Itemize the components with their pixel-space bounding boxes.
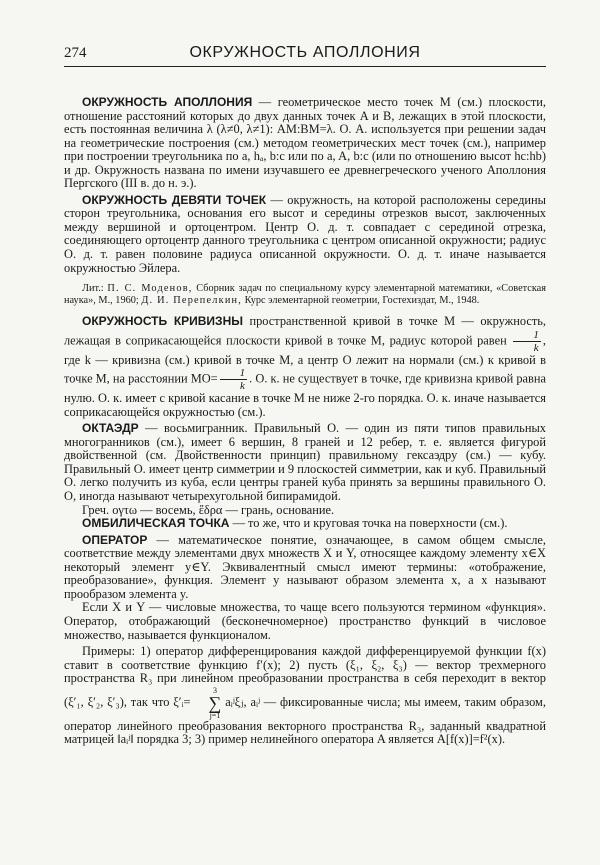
etymology-note: Греч. ογτω — восемь, ἕδρα — грань, основание. xyxy=(82,502,335,517)
operator-examples xyxy=(64,645,546,747)
entry-text: . О. к. не существует в точке, где кривизна кривой равна нулю. О. к. имеет с кривой касание в точке M не ниже 2-го порядка. О. к. иначе называется соприкасающейся окружностью (см.). xyxy=(64,371,546,419)
literature-work: Сборник задач по специальному курсу элементарной математики, «Советская наука», М., 1960; xyxy=(64,283,546,307)
literature-label: Лит.: xyxy=(82,283,104,295)
literature-note xyxy=(64,283,546,307)
entry-text: , где k — кривизна (см.) кривой в точке M, а центр O лежит на нормали (см.) к кривой в точке M, на расстоянии MO= xyxy=(64,333,546,386)
entry-curvature xyxy=(64,315,546,419)
sum-sign: ∑ xyxy=(208,692,222,713)
entry-octahedron xyxy=(64,422,546,503)
entry-text: — то же, что и круговая точка на поверхности (см.). xyxy=(229,516,508,531)
fraction-numerator: 1 xyxy=(513,329,541,342)
entry-term: ОКРУЖНОСТЬ АПОЛЛОНИЯ xyxy=(82,95,253,109)
entry-text: Примеры: 1) оператор дифференцирования каждой дифференцируемой функции f(x) ставит в соответствие функцию f′(x); 2) пусть (ξ₁, ξ₂, ξ₃) — вектор трехмерного пространства R₃ при линейном преобразовании пространства в себя переходит в вектор (ξ′₁, ξ′₂, ξ′₃), так что ξ′ᵢ= xyxy=(64,644,546,709)
fraction-distance xyxy=(220,367,248,392)
entry-umbilic xyxy=(64,517,546,531)
entry-text: — восьмигранник. Правильный О. — один из пяти типов правильных многогранников (см.), имеет 6 вершин, 8 граней и 12 ребер, т. е. является фигурой двойственной (см. Двойственности принцип) правильному гексаэдру (см.) — кубу. Правильный О. имеет центр симметрии и 9 плоскостей симметрии, как и куб. Правильный О. легко получить из куба, если центры граней куба принять за вершины правильного О. О, иногда называют четырехугольной бипирамидой. xyxy=(64,421,546,504)
entry-term: ОПЕРАТОР xyxy=(82,532,148,547)
entry-term: ОКТАЭДР xyxy=(82,421,139,436)
fraction-radius xyxy=(513,329,541,354)
literature-work: Курс элементарной геометрии, Гостехиздат, М., 1948. xyxy=(242,295,480,307)
operator-paragraph: Если X и Y — числовые множества, то чаще всего пользуются термином «функция». Оператор, отображающий (бесконечномерное) пространство функций в числовое множество, называется функционалом. xyxy=(64,600,546,642)
entry-term: ОМБИЛИЧЕСКАЯ ТОЧКА xyxy=(82,516,230,531)
running-title: ОКРУЖНОСТЬ АПОЛЛОНИЯ xyxy=(189,44,421,61)
fraction-denominator: k xyxy=(239,380,245,393)
entry-apollonius xyxy=(64,96,546,191)
page-body xyxy=(64,96,546,747)
entry-term: ОКРУЖНОСТЬ КРИВИЗНЫ xyxy=(82,314,243,329)
header-rule xyxy=(64,66,546,67)
summation xyxy=(191,686,222,720)
page-number: 274 xyxy=(64,45,87,61)
fraction-numerator: 1 xyxy=(220,367,248,380)
fraction-denominator: k xyxy=(533,341,539,354)
literature-author: Д. И. Перепелкин, xyxy=(141,295,243,307)
sum-lower-limit: j=1 xyxy=(209,710,221,720)
entry-nine-points xyxy=(64,194,546,275)
entry-term: ОКРУЖНОСТЬ ДЕВЯТИ ТОЧЕК xyxy=(82,192,267,207)
literature-author: П. С. Моденов, xyxy=(107,283,193,295)
sum-upper-limit: 3 xyxy=(212,685,217,695)
entry-text: пространственной кривой в точке M — окружность, лежащая в соприкасающейся плоскости кривой в точке M, радиус которой равен xyxy=(64,314,546,347)
entry-text: — математическое понятие, означающее, в самом общем смысле, соответствие между элементами двух множеств X и Y, относящее каждому элементу x∈X некоторый элемент y∈Y. Эквивалентный смысл имеют термины: «отображение, преобразование», функция. Элемент y называют образом элемента x, а x называют прообразом элемента y. xyxy=(64,532,546,601)
entry-text: — окружность, на которой расположены середины сторон треугольника, основания его высот и середины отрезков высот, заключенных между вершиной и ортоцентром. Центр О. д. т. совпадает с серединой отрезка, соединяющего ортоцентр данного треугольника с центром описанной окружности; радиус О. д. т. равен половине радиуса описанной окружности. О. д. т. иначе называется окружностью Эйлера. xyxy=(64,192,546,275)
entry-text: aᵢʲξⱼ, aᵢʲ — фиксированные числа; мы имеем, таким образом, оператор линейного преобразования векторного пространства R₃, заданный квадратной матрицей ‖aᵢʲ‖ порядка 3; 3) пример нелинейного оператора A является A[f(x)]=f²(x). xyxy=(64,694,546,747)
entry-text: — геометрическое место точек M (см.) плоскости, отношение расстояний которых до двух данных точек A и B, лежащих в этой плоскости, есть постоянная величина λ (λ≠0, λ≠1): AM:BM=λ. О. А. используется при решении задач на геометрические построения (см.) методом геометрических мест точек (см.), например при построении треугольника по a, hₐ, b:c или по a, A, b:c (или по отношению высот hc:hb) и др. Окружность названа по имени изучавшего ее древнегреческого ученого Аполлония Пергского (III в. до н. э.). xyxy=(64,95,546,191)
entry-operator xyxy=(64,534,546,602)
page-header xyxy=(64,40,546,62)
